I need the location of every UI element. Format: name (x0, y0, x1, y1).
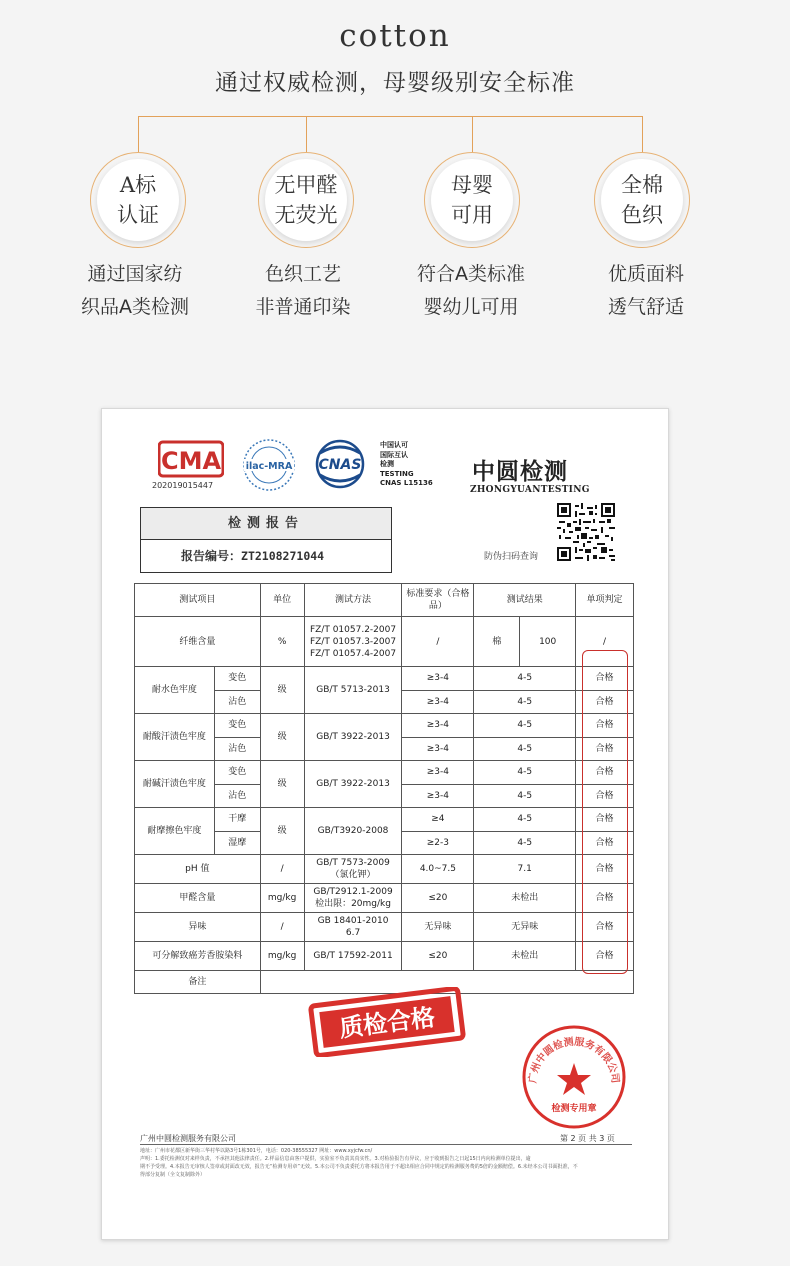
cma-logo (158, 439, 224, 479)
badge-line: A标 (119, 173, 157, 197)
badge-full-cotton (594, 152, 690, 248)
table-row: 甲醛含量 mg/kg GB/T2912.1-2009 检出限：20mg/kg ≤20 未检出 合格 (135, 884, 634, 913)
title-en: cotton (339, 18, 451, 54)
test-results-table (134, 583, 634, 994)
lab-brand-cn: 中圆检测 (472, 459, 568, 485)
header-cell: 测试项目 (135, 584, 261, 617)
feature-desc: 通过国家纺 织品A类检测 (81, 263, 189, 318)
svg-text:CNAS: CNAS (318, 457, 362, 473)
title-cn: 通过权威检测，母婴级别安全标准 (215, 70, 575, 96)
header-cell: 测试结果 (474, 584, 576, 617)
report-title-box (140, 507, 392, 573)
qr-code[interactable] (557, 503, 615, 561)
badge-line: 无甲醛 (274, 173, 338, 197)
table-row: 湿摩 ≥2-3 4-5 合格 (135, 831, 634, 855)
highlight-box (582, 650, 628, 974)
report-title: 检测报告 (141, 508, 391, 540)
table-row-remark: 备注 (135, 971, 634, 994)
header-cell: 测试方法 (304, 584, 402, 617)
ilac-mra-logo (242, 435, 296, 495)
footer-disclaimer: 地址：广州市花都区新华街三华村华以路3号1栋301号，电话：020-38555327 网址：www.xyjcfw.cn/ 声明：1.委托检测仅对来样负责，不承担其他法律责任。2.样品信息由客户提供，实验室不负责其真实性。3.对检验报告有异议，应于收到报告之日起15日内向检测单位提出，逾 期不予受理。4.本报告无审核人签章或封面改无效，报告无“检测专用章”无效。5.本公司不负责委托方将本报告用于不超出相应合同中规定的检测服务费的5倍的金额赔偿。6.未经本公司书面批准，不 得部分复制（全文复制除外） (140, 1148, 578, 1178)
report-number: 报告编号：ZT2108271044 (181, 549, 325, 563)
scan-hint: 防伪扫码查询 (484, 552, 539, 562)
header-cell: 单项判定 (576, 584, 634, 617)
badge-baby-safe (424, 152, 520, 248)
table-row: 耐碱汗渍色牢度 变色 级 GB/T 3922-2013 ≥3-4 4-5 合格 (135, 761, 634, 785)
feature-desc: 优质面料 透气舒适 (607, 263, 684, 318)
table-row: 沾色 ≥3-4 4-5 合格 (135, 690, 634, 714)
table-row: 沾色 ≥3-4 4-5 合格 (135, 784, 634, 808)
badge-line: 可用 (451, 203, 493, 227)
header-cell: 标准要求（合格品） (402, 584, 474, 617)
feature-desc: 符合A类标准 婴幼儿可用 (417, 263, 525, 318)
table-row: 异味 / GB 18401-2010 6.7 无异味 无异味 合格 (135, 913, 634, 942)
badge-no-formaldehyde (258, 152, 354, 248)
table-row: 纤维含量 % FZ/T 01057.2-2007 FZ/T 01057.3-2007 FZ/T 01057.4-2007 / 棉 100 / (135, 617, 634, 667)
svg-text:广州中圆检测服务有限公司: 广州中圆检测服务有限公司 (527, 1036, 621, 1084)
lab-brand-en: ZHONGYUANTESTING (470, 485, 590, 495)
table-header-row (135, 584, 634, 617)
badge-a-standard (90, 152, 186, 248)
company-seal (520, 1023, 628, 1131)
badge-line: 无荧光 (274, 203, 338, 227)
footer-page: 第 2 页 共 3 页 (560, 1134, 615, 1143)
qc-passed-stamp (305, 987, 469, 1057)
svg-text:ilac-MRA: ilac-MRA (245, 461, 293, 472)
footer-company: 广州中圆检测服务有限公司 (140, 1134, 236, 1143)
header-cell: 单位 (260, 584, 304, 617)
badge-line: 色织 (621, 203, 663, 227)
cma-number: 202019015447 (152, 481, 214, 490)
table-row: 沾色 ≥3-4 4-5 合格 (135, 737, 634, 761)
table-row: 可分解致癌芳香胺染料 mg/kg GB/T 17592-2011 ≤20 未检出 合格 (135, 942, 634, 971)
badge-line: 母婴 (451, 173, 493, 197)
table-row: 耐摩擦色牢度 干摩 级 GB/T3920-2008 ≥4 4-5 合格 (135, 808, 634, 832)
svg-text:质检合格: 质检合格 (337, 1003, 437, 1043)
cnas-logo (308, 439, 372, 489)
badge-connector (138, 116, 643, 152)
feature-desc: 色织工艺 非普通印染 (255, 263, 351, 318)
table-row: pH 值 / GB/T 7573-2009 （氯化钾） 4.0~7.5 7.1 合格 (135, 855, 634, 884)
cnas-text: 中国认可 国际互认 检测 TESTING CNAS L15136 (380, 441, 433, 487)
footer-divider (140, 1144, 632, 1145)
svg-text:CMA: CMA (160, 447, 222, 475)
svg-text:检测专用章: 检测专用章 (551, 1104, 597, 1114)
badge-line: 全棉 (621, 173, 663, 197)
test-report (101, 408, 669, 1240)
table-row: 耐水色牢度 变色 级 GB/T 5713-2013 ≥3-4 4-5 合格 (135, 667, 634, 691)
table-row: 耐酸汗渍色牢度 变色 级 GB/T 3922-2013 ≥3-4 4-5 合格 (135, 714, 634, 738)
badge-line: 认证 (117, 203, 159, 227)
